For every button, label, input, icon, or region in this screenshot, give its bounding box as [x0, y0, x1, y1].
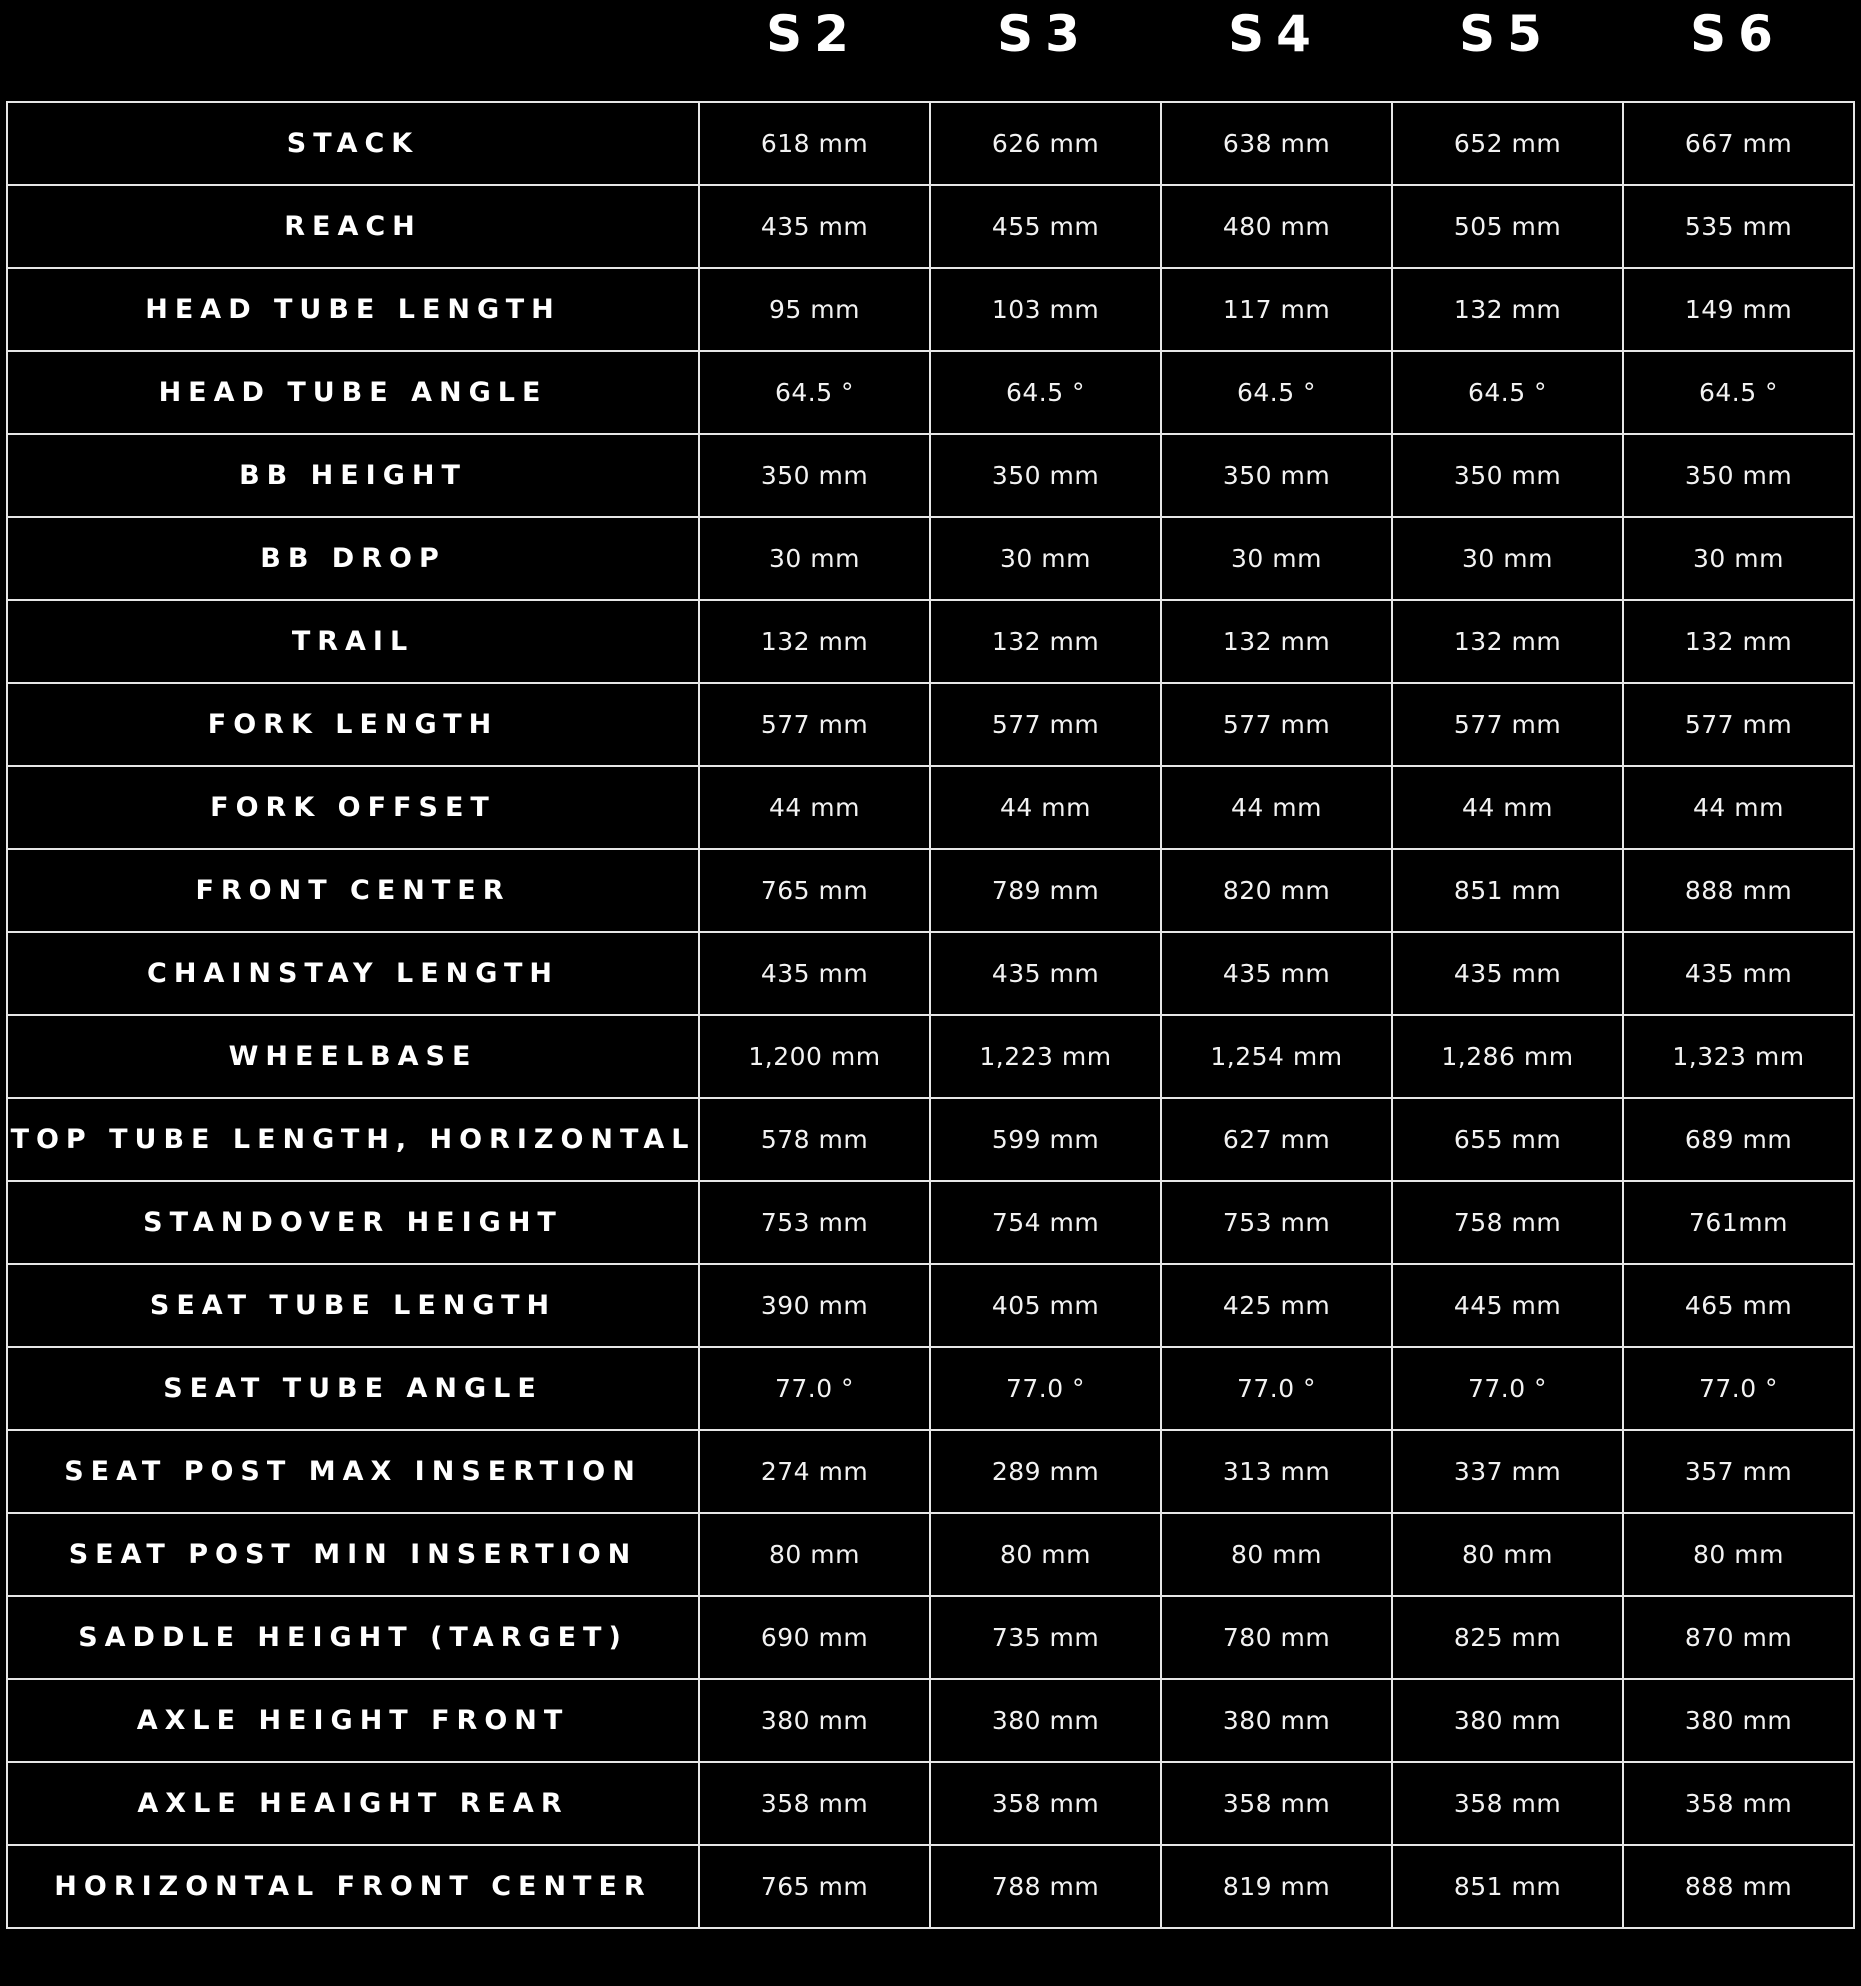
value-cell: 44 mm	[1392, 766, 1623, 849]
value-cell: 689 mm	[1623, 1098, 1854, 1181]
value-cell: 618 mm	[699, 102, 930, 185]
row-label: AXLE HEIGHT FRONT	[7, 1679, 699, 1762]
value-cell: 380 mm	[1161, 1679, 1392, 1762]
value-cell: 358 mm	[1392, 1762, 1623, 1845]
value-cell: 44 mm	[930, 766, 1161, 849]
value-cell: 358 mm	[1623, 1762, 1854, 1845]
value-cell: 44 mm	[1623, 766, 1854, 849]
value-cell: 780 mm	[1161, 1596, 1392, 1679]
value-cell: 435 mm	[930, 932, 1161, 1015]
value-cell: 132 mm	[1623, 600, 1854, 683]
table-row	[7, 185, 1854, 268]
table-row	[7, 1015, 1854, 1098]
table-row	[7, 1596, 1854, 1679]
table-row	[7, 1181, 1854, 1264]
row-label: TOP TUBE LENGTH, HORIZONTAL	[7, 1098, 699, 1181]
value-cell: 445 mm	[1392, 1264, 1623, 1347]
value-cell: 337 mm	[1392, 1430, 1623, 1513]
value-cell: 455 mm	[930, 185, 1161, 268]
table-row	[7, 1430, 1854, 1513]
value-cell: 132 mm	[1161, 600, 1392, 683]
value-cell: 758 mm	[1392, 1181, 1623, 1264]
table-row	[7, 1098, 1854, 1181]
value-cell: 77.0 °	[930, 1347, 1161, 1430]
size-header-row	[0, 0, 1861, 100]
value-cell: 30 mm	[699, 517, 930, 600]
table-row	[7, 1513, 1854, 1596]
table-row	[7, 1762, 1854, 1845]
row-label: SEAT TUBE LENGTH	[7, 1264, 699, 1347]
table-row	[7, 683, 1854, 766]
value-cell: 117 mm	[1161, 268, 1392, 351]
value-cell: 788 mm	[930, 1845, 1161, 1928]
value-cell: 77.0 °	[1161, 1347, 1392, 1430]
size-header-s3: S3	[997, 5, 1092, 63]
value-cell: 80 mm	[1161, 1513, 1392, 1596]
value-cell: 851 mm	[1392, 849, 1623, 932]
value-cell: 44 mm	[1161, 766, 1392, 849]
value-cell: 627 mm	[1161, 1098, 1392, 1181]
row-label: HEAD TUBE ANGLE	[7, 351, 699, 434]
value-cell: 64.5 °	[1623, 351, 1854, 434]
geometry-table	[6, 101, 1855, 1929]
value-cell: 435 mm	[1161, 932, 1392, 1015]
value-cell: 132 mm	[1392, 600, 1623, 683]
row-label: FORK OFFSET	[7, 766, 699, 849]
value-cell: 80 mm	[1623, 1513, 1854, 1596]
value-cell: 655 mm	[1392, 1098, 1623, 1181]
value-cell: 820 mm	[1161, 849, 1392, 932]
value-cell: 1,254 mm	[1161, 1015, 1392, 1098]
value-cell: 132 mm	[699, 600, 930, 683]
value-cell: 1,323 mm	[1623, 1015, 1854, 1098]
value-cell: 357 mm	[1623, 1430, 1854, 1513]
value-cell: 405 mm	[930, 1264, 1161, 1347]
value-cell: 64.5 °	[1161, 351, 1392, 434]
value-cell: 789 mm	[930, 849, 1161, 932]
value-cell: 77.0 °	[699, 1347, 930, 1430]
value-cell: 667 mm	[1623, 102, 1854, 185]
value-cell: 753 mm	[1161, 1181, 1392, 1264]
row-label: SADDLE HEIGHT (TARGET)	[7, 1596, 699, 1679]
value-cell: 350 mm	[1392, 434, 1623, 517]
value-cell: 754 mm	[930, 1181, 1161, 1264]
value-cell: 577 mm	[930, 683, 1161, 766]
value-cell: 888 mm	[1623, 1845, 1854, 1928]
value-cell: 761mm	[1623, 1181, 1854, 1264]
value-cell: 435 mm	[699, 932, 930, 1015]
size-header-s2: S2	[766, 5, 861, 63]
value-cell: 535 mm	[1623, 185, 1854, 268]
table-row	[7, 849, 1854, 932]
value-cell: 825 mm	[1392, 1596, 1623, 1679]
table-row	[7, 517, 1854, 600]
table-row	[7, 1347, 1854, 1430]
value-cell: 425 mm	[1161, 1264, 1392, 1347]
row-label: STACK	[7, 102, 699, 185]
value-cell: 289 mm	[930, 1430, 1161, 1513]
value-cell: 577 mm	[1392, 683, 1623, 766]
value-cell: 30 mm	[1623, 517, 1854, 600]
value-cell: 735 mm	[930, 1596, 1161, 1679]
table-row	[7, 1679, 1854, 1762]
value-cell: 358 mm	[930, 1762, 1161, 1845]
value-cell: 1,200 mm	[699, 1015, 930, 1098]
value-cell: 30 mm	[930, 517, 1161, 600]
value-cell: 390 mm	[699, 1264, 930, 1347]
value-cell: 350 mm	[1161, 434, 1392, 517]
value-cell: 435 mm	[699, 185, 930, 268]
row-label: SEAT TUBE ANGLE	[7, 1347, 699, 1430]
value-cell: 64.5 °	[1392, 351, 1623, 434]
row-label: CHAINSTAY LENGTH	[7, 932, 699, 1015]
value-cell: 480 mm	[1161, 185, 1392, 268]
value-cell: 577 mm	[1623, 683, 1854, 766]
value-cell: 435 mm	[1392, 932, 1623, 1015]
table-row	[7, 766, 1854, 849]
value-cell: 626 mm	[930, 102, 1161, 185]
row-label: AXLE HEAIGHT REAR	[7, 1762, 699, 1845]
value-cell: 870 mm	[1623, 1596, 1854, 1679]
value-cell: 350 mm	[699, 434, 930, 517]
table-row	[7, 1264, 1854, 1347]
value-cell: 274 mm	[699, 1430, 930, 1513]
row-label: BB DROP	[7, 517, 699, 600]
value-cell: 77.0 °	[1623, 1347, 1854, 1430]
table-row	[7, 102, 1854, 185]
value-cell: 358 mm	[699, 1762, 930, 1845]
value-cell: 690 mm	[699, 1596, 930, 1679]
value-cell: 95 mm	[699, 268, 930, 351]
row-label: BB HEIGHT	[7, 434, 699, 517]
value-cell: 103 mm	[930, 268, 1161, 351]
row-label: SEAT POST MIN INSERTION	[7, 1513, 699, 1596]
value-cell: 80 mm	[930, 1513, 1161, 1596]
value-cell: 465 mm	[1623, 1264, 1854, 1347]
size-header-s6: S6	[1690, 5, 1785, 63]
value-cell: 851 mm	[1392, 1845, 1623, 1928]
row-label: STANDOVER HEIGHT	[7, 1181, 699, 1264]
value-cell: 77.0 °	[1392, 1347, 1623, 1430]
value-cell: 638 mm	[1161, 102, 1392, 185]
table-row	[7, 600, 1854, 683]
value-cell: 132 mm	[930, 600, 1161, 683]
value-cell: 888 mm	[1623, 849, 1854, 932]
table-row	[7, 932, 1854, 1015]
value-cell: 44 mm	[699, 766, 930, 849]
size-header-s4: S4	[1228, 5, 1323, 63]
row-label: WHEELBASE	[7, 1015, 699, 1098]
value-cell: 652 mm	[1392, 102, 1623, 185]
value-cell: 350 mm	[1623, 434, 1854, 517]
value-cell: 358 mm	[1161, 1762, 1392, 1845]
row-label: HORIZONTAL FRONT CENTER	[7, 1845, 699, 1928]
value-cell: 765 mm	[699, 1845, 930, 1928]
value-cell: 753 mm	[699, 1181, 930, 1264]
value-cell: 1,223 mm	[930, 1015, 1161, 1098]
value-cell: 380 mm	[930, 1679, 1161, 1762]
geometry-table-body	[7, 102, 1854, 1928]
value-cell: 599 mm	[930, 1098, 1161, 1181]
value-cell: 30 mm	[1392, 517, 1623, 600]
value-cell: 505 mm	[1392, 185, 1623, 268]
row-label: REACH	[7, 185, 699, 268]
row-label: TRAIL	[7, 600, 699, 683]
value-cell: 380 mm	[1623, 1679, 1854, 1762]
value-cell: 578 mm	[699, 1098, 930, 1181]
value-cell: 64.5 °	[699, 351, 930, 434]
table-row	[7, 434, 1854, 517]
row-label: SEAT POST MAX INSERTION	[7, 1430, 699, 1513]
value-cell: 64.5 °	[930, 351, 1161, 434]
value-cell: 313 mm	[1161, 1430, 1392, 1513]
value-cell: 765 mm	[699, 849, 930, 932]
value-cell: 80 mm	[699, 1513, 930, 1596]
row-label: FORK LENGTH	[7, 683, 699, 766]
table-row	[7, 351, 1854, 434]
value-cell: 350 mm	[930, 434, 1161, 517]
value-cell: 577 mm	[1161, 683, 1392, 766]
size-header-s5: S5	[1459, 5, 1554, 63]
value-cell: 30 mm	[1161, 517, 1392, 600]
table-row	[7, 268, 1854, 351]
row-label: FRONT CENTER	[7, 849, 699, 932]
table-row	[7, 1845, 1854, 1928]
value-cell: 132 mm	[1392, 268, 1623, 351]
value-cell: 819 mm	[1161, 1845, 1392, 1928]
value-cell: 380 mm	[1392, 1679, 1623, 1762]
value-cell: 80 mm	[1392, 1513, 1623, 1596]
row-label: HEAD TUBE LENGTH	[7, 268, 699, 351]
value-cell: 380 mm	[699, 1679, 930, 1762]
value-cell: 435 mm	[1623, 932, 1854, 1015]
value-cell: 577 mm	[699, 683, 930, 766]
value-cell: 1,286 mm	[1392, 1015, 1623, 1098]
value-cell: 149 mm	[1623, 268, 1854, 351]
